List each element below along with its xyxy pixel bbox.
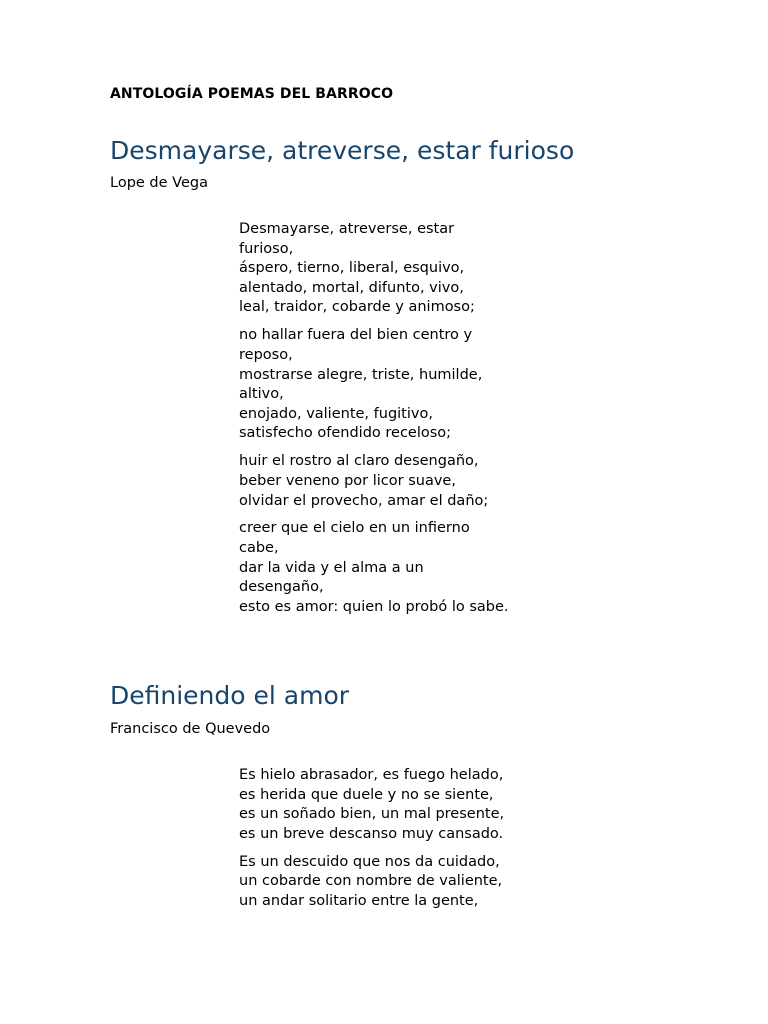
verse-line: furioso, [239,240,294,257]
verse-line: desengaño, [239,579,324,596]
verse-line: no hallar fuera del bien centro y [239,327,473,344]
verse-line: olvidar el provecho, amar el daño; [239,492,489,509]
stanza [239,519,539,617]
verse-line: Desmayarse, atreverse, estar [239,221,455,237]
verse-line: es un soñado bien, un mal presente, [239,806,505,823]
verse-line: cabe, [239,540,279,557]
verse-line: altivo, [239,386,284,403]
stanza [239,452,539,511]
poem-author: Lope de Vega [110,175,208,191]
document-title: ANTOLOGÍA POEMAS DEL BARROCO [110,86,394,102]
verse-line: beber veneno por licor suave, [239,472,456,489]
poem-title: Desmayarse, atreverse, estar furioso [110,136,575,165]
stanza [239,220,539,318]
verse-line: alentado, mortal, difunto, vivo, [239,279,464,296]
poem-title: Definiendo el amor [110,681,350,710]
verse-line: reposo, [239,346,293,363]
stanza [239,853,539,912]
verse-line: un cobarde con nombre de valiente, [239,873,503,890]
verse-line: es un breve descanso muy cansado. [239,825,504,842]
verse-line: enojado, valiente, fugitivo, [239,405,433,422]
poem-body [239,766,539,920]
verse-line: satisfecho ofendido receloso; [239,425,452,442]
verse-line: dar la vida y el alma a un [239,559,424,576]
verse-line: huir el rostro al claro desengaño, [239,453,479,470]
verse-line: Es hielo abrasador, es fuego helado, [239,767,504,783]
stanza [239,326,539,444]
verse-line: Es un descuido que nos da cuidado, [239,853,500,870]
poem-author: Francisco de Quevedo [110,721,271,737]
verse-line: esto es amor: quien lo probó lo sabe. [239,598,509,615]
verse-line: mostrarse alegre, triste, humilde, [239,366,483,383]
verse-line: creer que el cielo en un infierno [239,520,470,537]
stanza [239,766,539,844]
verse-line: áspero, tierno, liberal, esquivo, [239,260,465,277]
verse-line: un andar solitario entre la gente, [239,892,479,909]
verse-line: es herida que duele y no se siente, [239,786,494,803]
poem-body [239,220,539,626]
verse-line: leal, traidor, cobarde y animoso; [239,299,475,316]
